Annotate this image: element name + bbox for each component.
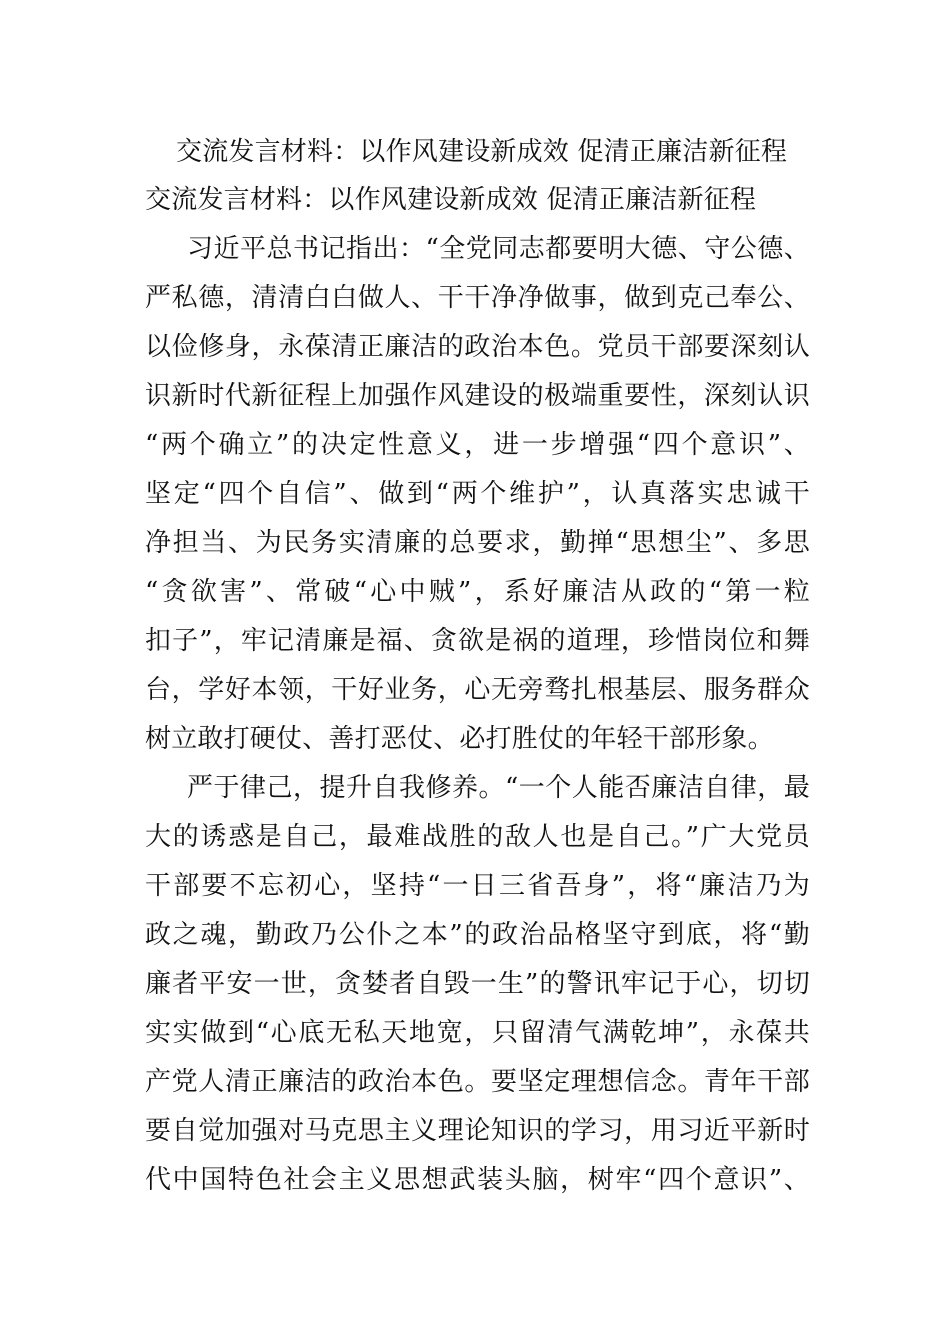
document-title-line-2: 交流发言材料：以作风建设新成效 促清正廉洁新征程 (145, 185, 757, 215)
paragraph-2-line: 廉者平安一世，贪婪者自毁一生”的警讯牢记于心，切切 (145, 969, 810, 999)
paragraph-1-line: 以俭修身，永葆清正廉洁的政治本色。党员干部要深刻认 (145, 332, 810, 362)
paragraph-1-line: 净担当、为民务实清廉的总要求，勤掸“思想尘”、多思 (145, 528, 810, 558)
paragraph-2-line: 实实做到“心底无私天地宽，只留清气满乾坤”，永葆共 (145, 1018, 810, 1048)
paragraph-2-line: 严于律己，提升自我修养。“一个人能否廉洁自律，最 (187, 773, 810, 803)
paragraph-2-line: 产党人清正廉洁的政治本色。要坚定理想信念。青年干部 (145, 1067, 810, 1097)
paragraph-1-line: 识新时代新征程上加强作风建设的极端重要性，深刻认识 (145, 381, 810, 411)
paragraph-2-line: 大的诱惑是自己，最难战胜的敌人也是自己。”广大党员 (145, 822, 810, 852)
document-title-line-1: 交流发言材料：以作风建设新成效 促清正廉洁新征程 (176, 137, 788, 167)
paragraph-2-line: 要自觉加强对马克思主义理论知识的学习，用习近平新时 (145, 1116, 810, 1146)
paragraph-1-line: 习近平总书记指出：“全党同志都要明大德、守公德、 (187, 234, 810, 264)
paragraph-1-line: “两个确立”的决定性意义，进一步增强“四个意识”、 (145, 430, 810, 460)
paragraph-1-line: 扣子”，牢记清廉是福、贪欲是祸的道理，珍惜岗位和舞 (145, 626, 810, 656)
paragraph-1-line: “贪欲害”、常破“心中贼”，系好廉洁从政的“第一粒 (145, 577, 810, 607)
paragraph-2-line: 政之魂，勤政乃公仆之本”的政治品格坚守到底，将“勤 (145, 920, 810, 950)
paragraph-1-line: 严私德，清清白白做人、干干净净做事，做到克己奉公、 (145, 283, 810, 313)
paragraph-1-line: 台，学好本领，干好业务，心无旁骛扎根基层、服务群众 (145, 675, 810, 705)
paragraph-2-line: 代中国特色社会主义思想武装头脑，树牢“四个意识”、 (145, 1165, 810, 1195)
paragraph-1-line: 坚定“四个自信”、做到“两个维护”，认真落实忠诚干 (145, 479, 810, 509)
paragraph-1-line: 树立敢打硬仗、善打恶仗、必打胜仗的年轻干部形象。 (145, 724, 774, 754)
paragraph-2-line: 干部要不忘初心，坚持“一日三省吾身”，将“廉洁乃为 (145, 871, 810, 901)
